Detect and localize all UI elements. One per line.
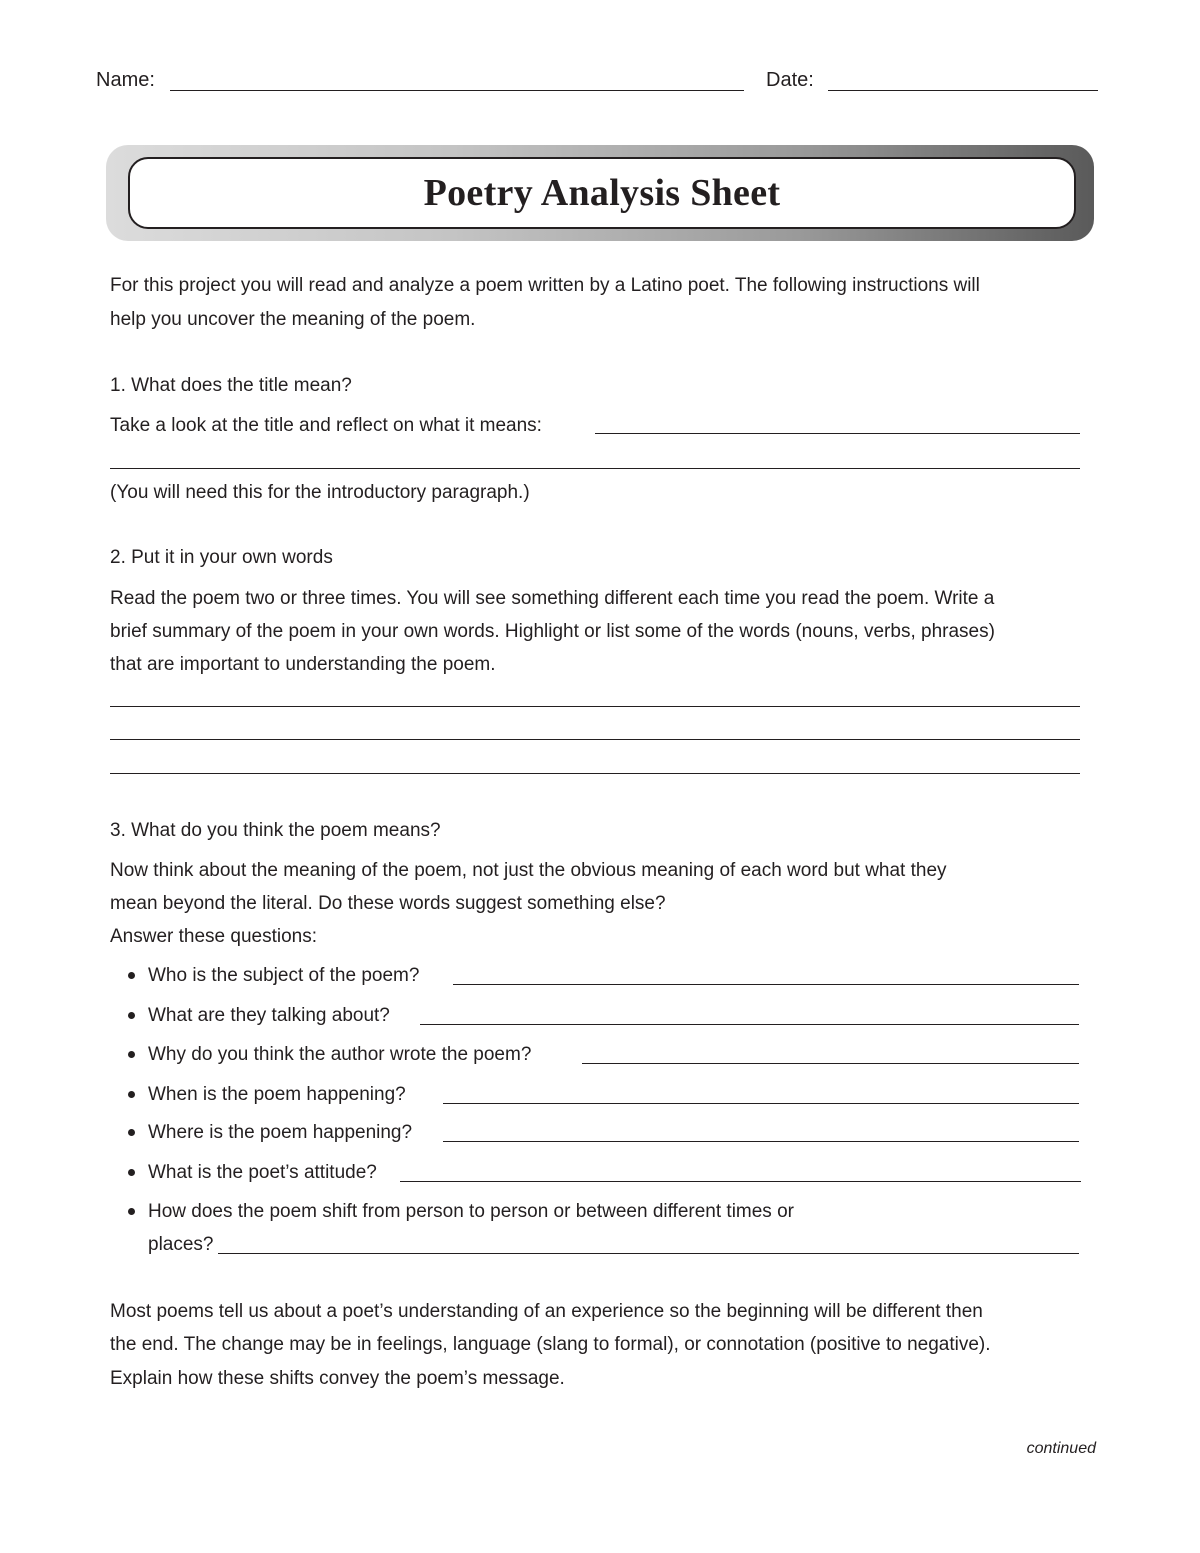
bullet-icon [128, 1208, 135, 1215]
question-shift-line-1: How does the poem shift from person to person or between different times or [148, 1201, 794, 1222]
question-subject: Who is the subject of the poem? [148, 965, 420, 986]
summary-answer-line-3[interactable] [110, 773, 1080, 774]
title-banner [106, 145, 1094, 241]
name-label: Name: [96, 69, 155, 91]
bullet-icon [128, 1091, 135, 1098]
continued-label: continued [1026, 1440, 1096, 1457]
section2-body-line-3: that are important to understanding the poem. [110, 654, 496, 675]
closing-line-2: the end. The change may be in feelings, language (slang to formal), or connotation (positive to negative). [110, 1334, 991, 1355]
question-where: Where is the poem happening? [148, 1122, 413, 1143]
name-field[interactable] [170, 90, 744, 91]
bullet-icon [128, 1169, 135, 1176]
page-title: Poetry Analysis Sheet [423, 172, 781, 214]
question-why-answer[interactable] [582, 1063, 1079, 1064]
date-field[interactable] [828, 90, 1098, 91]
section2-body-line-1: Read the poem two or three times. You will see something different each time you read the poem. Write a [110, 588, 995, 609]
bullet-icon [128, 972, 135, 979]
closing-line-1: Most poems tell us about a poet’s understanding of an experience so the beginning will be different then [110, 1301, 983, 1322]
section1-heading: 1. What does the title mean? [110, 375, 352, 396]
title-frame [128, 157, 1076, 229]
section3-body-line-3: Answer these questions: [110, 926, 318, 947]
summary-answer-line-1[interactable] [110, 706, 1080, 707]
date-label: Date: [766, 69, 814, 91]
section1-prompt: Take a look at the title and reflect on what it means: [110, 415, 542, 436]
section3-body-line-2: mean beyond the literal. Do these words suggest something else? [110, 893, 666, 914]
question-attitude-answer[interactable] [400, 1181, 1081, 1182]
section2-body-line-2: brief summary of the poem in your own words. Highlight or list some of the words (nouns, verbs, phrases) [110, 621, 995, 642]
question-topic-answer[interactable] [420, 1024, 1079, 1025]
question-when-answer[interactable] [443, 1103, 1079, 1104]
question-when: When is the poem happening? [148, 1084, 406, 1105]
question-why: Why do you think the author wrote the poem? [148, 1044, 532, 1065]
closing-line-3: Explain how these shifts convey the poem’s message. [110, 1368, 565, 1389]
section3-body-line-1: Now think about the meaning of the poem, not just the obvious meaning of each word but what they [110, 860, 947, 881]
question-shift-answer[interactable] [218, 1253, 1079, 1254]
section1-note: (You will need this for the introductory paragraph.) [110, 482, 530, 503]
section3-heading: 3. What do you think the poem means? [110, 820, 441, 841]
question-topic: What are they talking about? [148, 1005, 390, 1026]
bullet-icon [128, 1012, 135, 1019]
intro-line-2: help you uncover the meaning of the poem. [110, 309, 476, 330]
question-shift-line-2: places? [148, 1234, 214, 1255]
bullet-icon [128, 1129, 135, 1136]
question-subject-answer[interactable] [453, 984, 1079, 985]
question-where-answer[interactable] [443, 1141, 1079, 1142]
bullet-icon [128, 1051, 135, 1058]
summary-answer-line-2[interactable] [110, 739, 1080, 740]
question-attitude: What is the poet’s attitude? [148, 1162, 377, 1183]
intro-line-1: For this project you will read and analyze a poem written by a Latino poet. The following instructions will [110, 275, 980, 296]
title-meaning-answer-line-1[interactable] [595, 433, 1080, 434]
section2-heading: 2. Put it in your own words [110, 547, 333, 568]
title-meaning-answer-line-2[interactable] [110, 468, 1080, 469]
